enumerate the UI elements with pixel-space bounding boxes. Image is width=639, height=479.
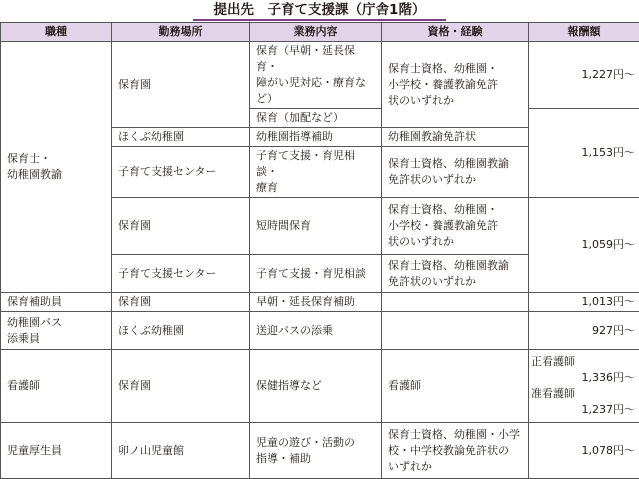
work-cell: 保育（早朝・延長保育・ 障がい児対応・療育など） [250, 42, 382, 109]
work-cell: 児童の遊び・活動の 指導・補助 [250, 423, 382, 479]
pay-value: 1,237円～ [531, 402, 635, 418]
qualification-cell: 保育士資格、幼稚園・ 小学校・養護教諭免許 状のいずれか [382, 42, 529, 128]
pay-label: 准看護師 [531, 386, 635, 402]
pay-cell: 1,153円～ [529, 109, 639, 198]
qualification-cell: 保育士資格、幼稚園教諭 免許状のいずれか [382, 147, 529, 198]
work-cell: 保健指導など [250, 350, 382, 423]
qualification-cell: 保育士資格、幼稚園・小学 校・中学校教論免許状の いずれか [382, 423, 529, 479]
qualification-cell: 幼稚園教諭免許状 [382, 128, 529, 147]
place-cell: 保育園 [112, 293, 250, 312]
pay-cell [529, 350, 639, 423]
table-row [1, 293, 639, 312]
table-row [1, 423, 639, 479]
place-cell: ほくぶ幼稚園 [112, 312, 250, 350]
pay-value: 1,336円～ [531, 370, 635, 386]
header-place: 勤務場所 [112, 23, 250, 42]
work-cell: 送迎バスの添乗 [250, 312, 382, 350]
recruitment-table [0, 22, 639, 479]
title-underline [193, 19, 446, 21]
page-title: 提出先 子育て支援課（庁舎1階） [0, 1, 639, 19]
work-cell: 子育て支援・育児相談・ 療育 [250, 147, 382, 198]
qualification-cell: 看護師 [382, 350, 529, 423]
job-cell: 看護師 [1, 350, 112, 423]
work-cell: 短時間保育 [250, 198, 382, 255]
pay-cell: 1,078円～ [529, 423, 639, 479]
pay-label: 正看護師 [531, 354, 635, 370]
table-row [1, 350, 639, 423]
work-cell: 幼稚園指導補助 [250, 128, 382, 147]
place-cell: 卯ノ山児童館 [112, 423, 250, 479]
place-cell: 保育園 [112, 198, 250, 255]
table-row [1, 42, 639, 109]
place-cell: 保育園 [112, 350, 250, 423]
pay-cell: 1,059円～ [529, 198, 639, 293]
table-row [1, 312, 639, 350]
place-cell: 子育て支援センター [112, 147, 250, 198]
header-job: 職種 [1, 23, 112, 42]
qualification-cell: 保育士資格、幼稚園・ 小学校・養護教諭免許 状のいずれか [382, 198, 529, 255]
work-cell: 子育て支援・育児相談 [250, 255, 382, 293]
job-cell: 保育補助員 [1, 293, 112, 312]
place-cell: ほくぶ幼稚園 [112, 128, 250, 147]
header-work: 業務内容 [250, 23, 382, 42]
place-cell: 子育て支援センター [112, 255, 250, 293]
header-qualification: 資格・経験 [382, 23, 529, 42]
job-cell: 児童厚生員 [1, 423, 112, 479]
work-cell: 保育（加配など） [250, 109, 382, 128]
pay-cell: 1,227円～ [529, 42, 639, 109]
header-row [1, 23, 639, 42]
qualification-cell: 保育士資格、幼稚園教諭 免許状のいずれか [382, 255, 529, 293]
job-cell: 幼稚園バス 添乗員 [1, 312, 112, 350]
work-cell: 早朝・延長保育補助 [250, 293, 382, 312]
pay-cell: 1,013円～ [529, 293, 639, 312]
pay-cell: 927円～ [529, 312, 639, 350]
qualification-cell [382, 293, 529, 312]
qualification-cell [382, 312, 529, 350]
job-cell: 保育士・ 幼稚園教諭 [1, 42, 112, 293]
header-pay: 報酬額 [529, 23, 639, 42]
place-cell: 保育園 [112, 42, 250, 128]
